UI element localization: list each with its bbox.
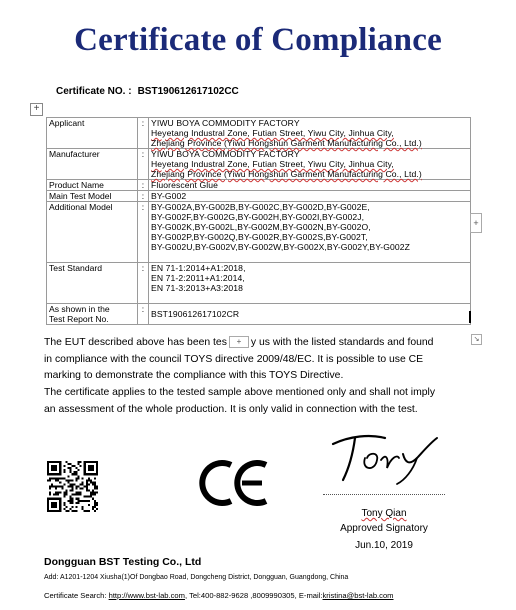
test-report-label-line1: As shown in the <box>49 304 110 314</box>
colon: : <box>138 118 149 149</box>
test-standard-line: EN 71-3:2013+A3:2018 <box>151 283 244 293</box>
applicant-value <box>149 118 471 149</box>
table-row-applicant <box>47 118 471 149</box>
company-name: Dongguan BST Testing Co., Ltd <box>44 556 202 568</box>
signer-name <box>323 508 445 519</box>
spacer-line <box>151 293 468 303</box>
website-link[interactable]: http://www.bst-lab.com <box>108 591 185 600</box>
manufacturer-name: YIWU BOYA COMMODITY FACTORY <box>151 149 300 159</box>
applicant-label: Applicant <box>47 118 138 149</box>
table-row-product-name <box>47 180 471 191</box>
test-report-label-line2: Test Report No. <box>49 314 109 324</box>
qr-code-icon <box>47 461 98 512</box>
certificate-number-value: BST190612617102CC <box>137 86 239 97</box>
signature-date: Jun.10, 2019 <box>355 540 413 551</box>
test-standard-line: EN 71-1:2014+A1:2018, <box>151 263 246 273</box>
phone-text: , Tel:400-882-9628 ,8009990305, <box>184 591 297 600</box>
additional-model-label: Additional Model <box>47 202 138 263</box>
paragraph1-line3: marking to demonstrate the compliance with this TOYS Directive. <box>44 370 344 381</box>
add-column-icon[interactable]: + <box>470 213 482 233</box>
additional-model-line: BY-G002F,BY-G002G,BY-G002H,BY-G002I,BY-G002J, <box>151 212 365 222</box>
colon: : <box>138 263 149 304</box>
additional-model-value <box>149 202 471 263</box>
table-row-main-test-model <box>47 191 471 202</box>
table-row-test-report <box>47 304 471 325</box>
manufacturer-address-line2: Zhejiang Province (Yiwu Hongshun Garment Manufacturing Co., Ltd.) <box>151 169 422 179</box>
additional-model-line: BY-G002K,BY-G002L,BY-G002M,BY-G002N,BY-G002O, <box>151 222 371 232</box>
spacer-line <box>151 252 468 262</box>
paragraph2-line1: The certificate applies to the tested sample above mentioned only and shall not imply <box>44 387 436 398</box>
table-row-test-standard <box>47 263 471 304</box>
paragraph2-line2: an assessment of the whole production. It is only valid in connection with the test. <box>44 403 418 415</box>
applicant-name: YIWU BOYA COMMODITY FACTORY <box>151 118 300 128</box>
manufacturer-value <box>149 149 471 180</box>
table-row-manufacturer <box>47 149 471 180</box>
main-test-model-label: Main Test Model <box>47 191 138 202</box>
colon: : <box>138 191 149 202</box>
search-label: Certificate Search: <box>44 591 107 600</box>
signer-name-text: Tony Qian <box>361 508 407 519</box>
certificate-number-label: Certificate NO. : <box>56 86 132 97</box>
product-name-label: Product Name <box>47 180 138 191</box>
test-report-value: BST190612617102CR <box>149 304 471 325</box>
certificate-number <box>56 86 239 97</box>
signer-role: Approved Signatory <box>340 523 428 534</box>
additional-model-line: BY-G002A,BY-G002B,BY-G002C,BY-G002D,BY-G002E, <box>151 202 370 212</box>
certificate-title: Certificate of Compliance <box>74 22 442 58</box>
signature-line <box>323 494 445 495</box>
applicant-address-line1: Heyetang Industral Zone, Futian Street, Yiwu City, Jinhua City, <box>151 128 394 138</box>
table-resize-handle-icon[interactable]: ↘ <box>471 334 482 345</box>
add-row-icon[interactable]: + <box>229 336 249 348</box>
test-standard-line: EN 71-2:2011+A1:2014, <box>151 273 245 283</box>
text-cursor <box>469 311 471 323</box>
table-row-additional-model <box>47 202 471 263</box>
certificate-info-table <box>46 117 471 325</box>
validity-paragraph <box>44 385 484 418</box>
colon: : <box>138 304 149 325</box>
compliance-paragraph <box>44 335 484 385</box>
colon: : <box>138 202 149 263</box>
applicant-address-line2: Zhejiang Province (Yiwu Hongshun Garment Manufacturing Co., Ltd.) <box>151 138 422 148</box>
paragraph1-part1: The EUT described above has been tes <box>44 337 227 348</box>
email-label: E-mail: <box>296 591 323 600</box>
paragraph1-line2: in compliance with the council TOYS directive 2009/48/EC. It is possible to use CE <box>44 353 424 365</box>
additional-model-line: BY-G002P,BY-G002Q,BY-G002R,BY-G002S,BY-G002T, <box>151 232 368 242</box>
colon: : <box>138 180 149 191</box>
manufacturer-label: Manufacturer <box>47 149 138 180</box>
table-move-handle-icon[interactable]: + <box>30 103 43 116</box>
test-standard-label: Test Standard <box>47 263 138 304</box>
main-test-model-value: BY-G002 <box>149 191 471 202</box>
additional-model-line: BY-G002U,BY-G002V,BY-G002W,BY-G002X,BY-G002Y,BY-G002Z <box>151 242 410 252</box>
ce-mark-icon <box>198 457 270 509</box>
test-report-label <box>47 304 138 325</box>
email-link[interactable]: kristina@bst-lab.com <box>322 591 394 600</box>
test-standard-value <box>149 263 471 304</box>
paragraph1-part2: y us with the listed standards and found <box>250 337 434 348</box>
manufacturer-address-line1: Heyetang Industral Zone, Futian Street, Yiwu City, Jinhua City, <box>151 159 394 169</box>
certificate-search <box>44 591 394 600</box>
product-name-value: Fluorescent Glue <box>149 180 471 191</box>
company-address: Add: A1201-1204 Xiusha(1)Of Dongbao Road, Dongcheng District, Dongguan, Guangdong, China <box>44 574 349 581</box>
signature-icon <box>325 428 445 488</box>
colon: : <box>138 149 149 180</box>
